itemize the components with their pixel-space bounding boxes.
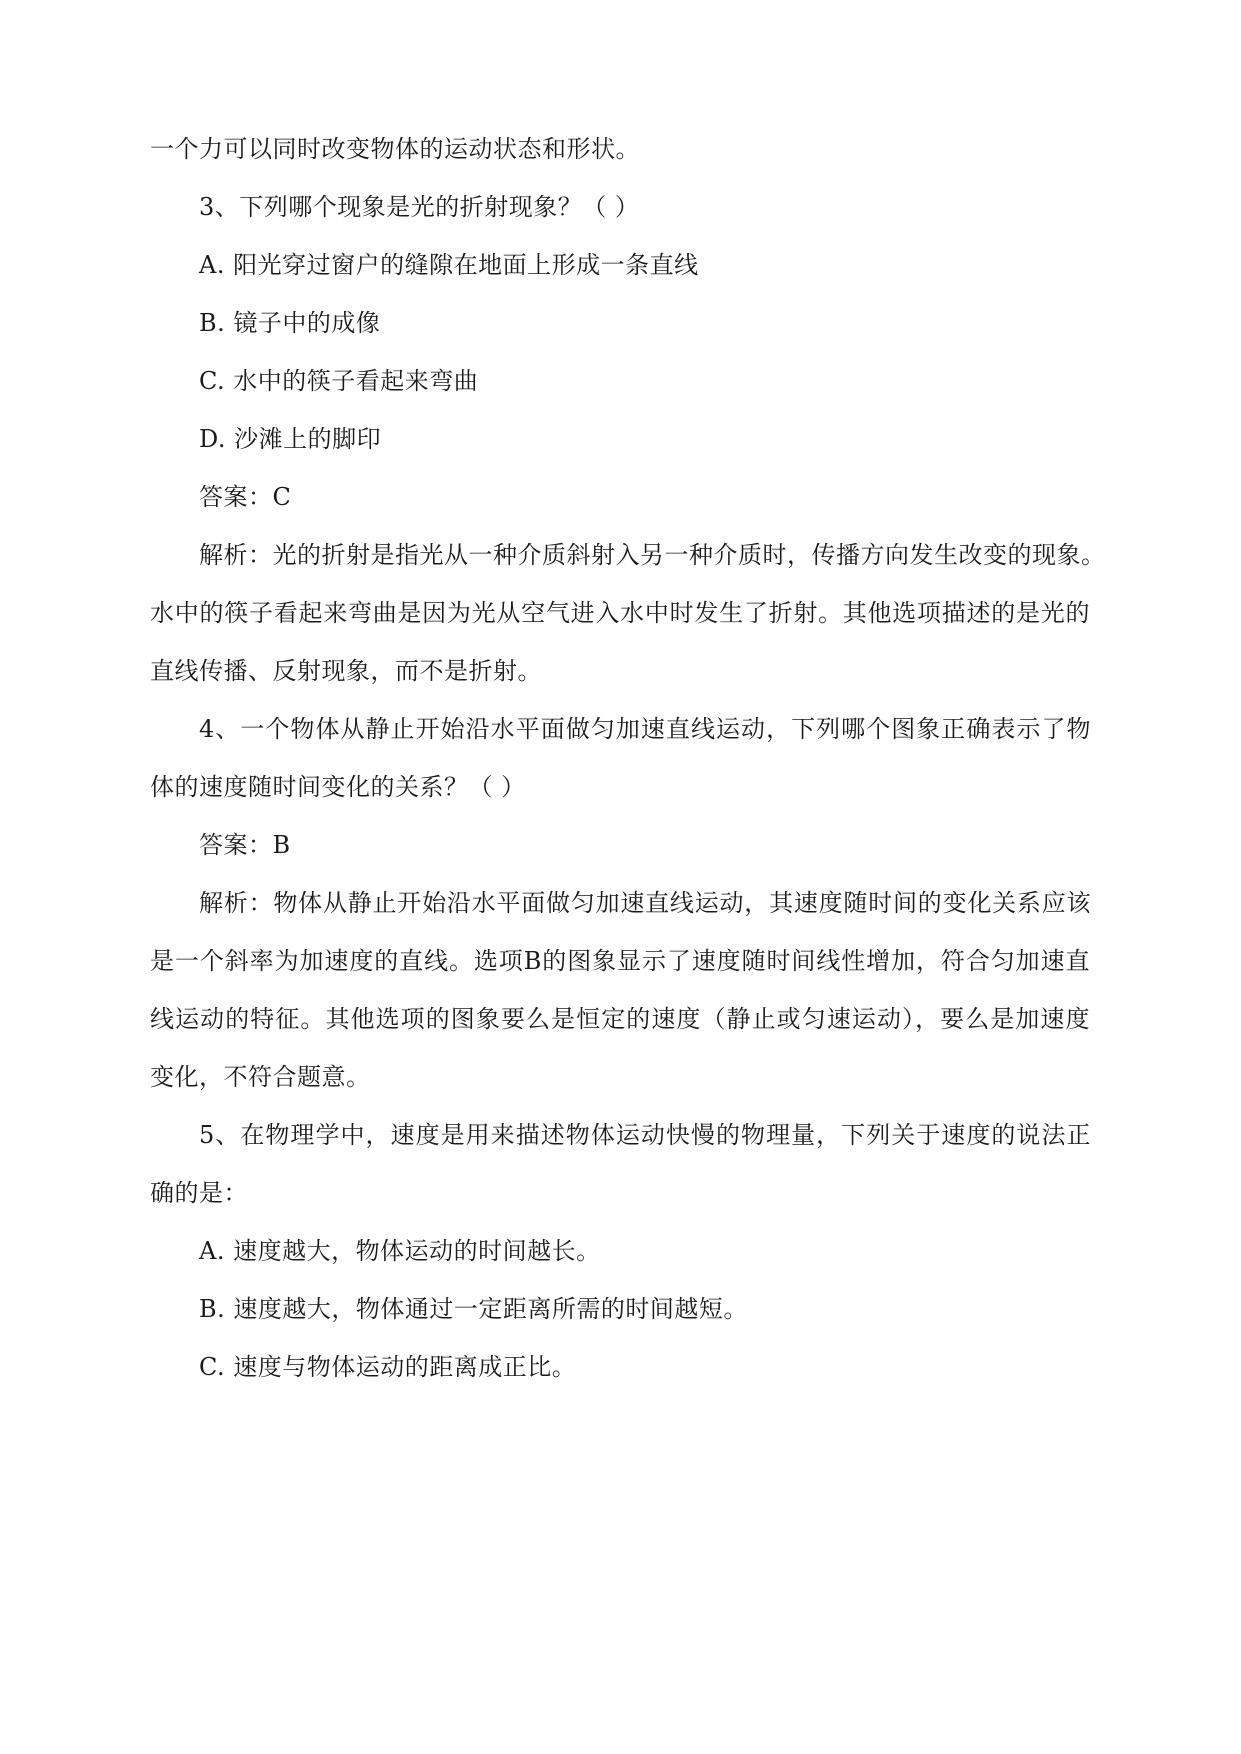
question-5-stem-line-1: 5、在物理学中，速度是用来描述物体运动快慢的物理量，下列关于速度的说法正	[199, 1121, 1091, 1149]
question-3-explanation-line-2: 水中的筷子看起来弯曲是因为光从空气进入水中时发生了折射。其他选项描述的是光的	[150, 599, 1090, 627]
question-3-explanation-line-1: 解析：光的折射是指光从一种介质斜射入另一种介质时，传播方向发生改变的现象。	[199, 541, 1106, 569]
paragraph-line-continuation: 一个力可以同时改变物体的运动状态和形状。	[150, 135, 640, 163]
question-3-option-b: B. 镜子中的成像	[199, 309, 381, 337]
question-4-answer: 答案：B	[199, 831, 291, 859]
question-5-option-c: C. 速度与物体运动的距离成正比。	[199, 1353, 577, 1381]
question-3-explanation-line-3: 直线传播、反射现象，而不是折射。	[150, 657, 542, 685]
question-3-option-a: A. 阳光穿过窗户的缝隙在地面上形成一条直线	[199, 251, 699, 279]
question-4-stem-line-2: 体的速度随时间变化的关系？（ ）	[150, 773, 526, 801]
question-5-option-b: B. 速度越大，物体通过一定距离所需的时间越短。	[199, 1295, 748, 1323]
question-5-stem-line-2: 确的是：	[150, 1179, 248, 1207]
question-3-option-c: C. 水中的筷子看起来弯曲	[199, 367, 479, 395]
question-4-stem-line-1: 4、一个物体从静止开始沿水平面做匀加速直线运动，下列哪个图象正确表示了物	[199, 715, 1091, 743]
question-4-explanation-line-3: 线运动的特征。其他选项的图象要么是恒定的速度（静止或匀速运动），要么是加速度	[150, 1005, 1090, 1033]
question-3-stem: 3、下列哪个现象是光的折射现象？（ ）	[199, 193, 640, 221]
question-4-explanation-line-2: 是一个斜率为加速度的直线。选项B的图象显示了速度随时间线性增加，符合匀加速直	[150, 947, 1090, 975]
question-4-explanation-line-1: 解析：物体从静止开始沿水平面做匀加速直线运动，其速度随时间的变化关系应该	[199, 889, 1091, 917]
question-3-answer: 答案：C	[199, 483, 292, 511]
question-4-explanation-line-4: 变化，不符合题意。	[150, 1063, 371, 1091]
question-5-option-a: A. 速度越大，物体运动的时间越长。	[199, 1237, 601, 1265]
question-3-option-d: D. 沙滩上的脚印	[199, 425, 382, 453]
